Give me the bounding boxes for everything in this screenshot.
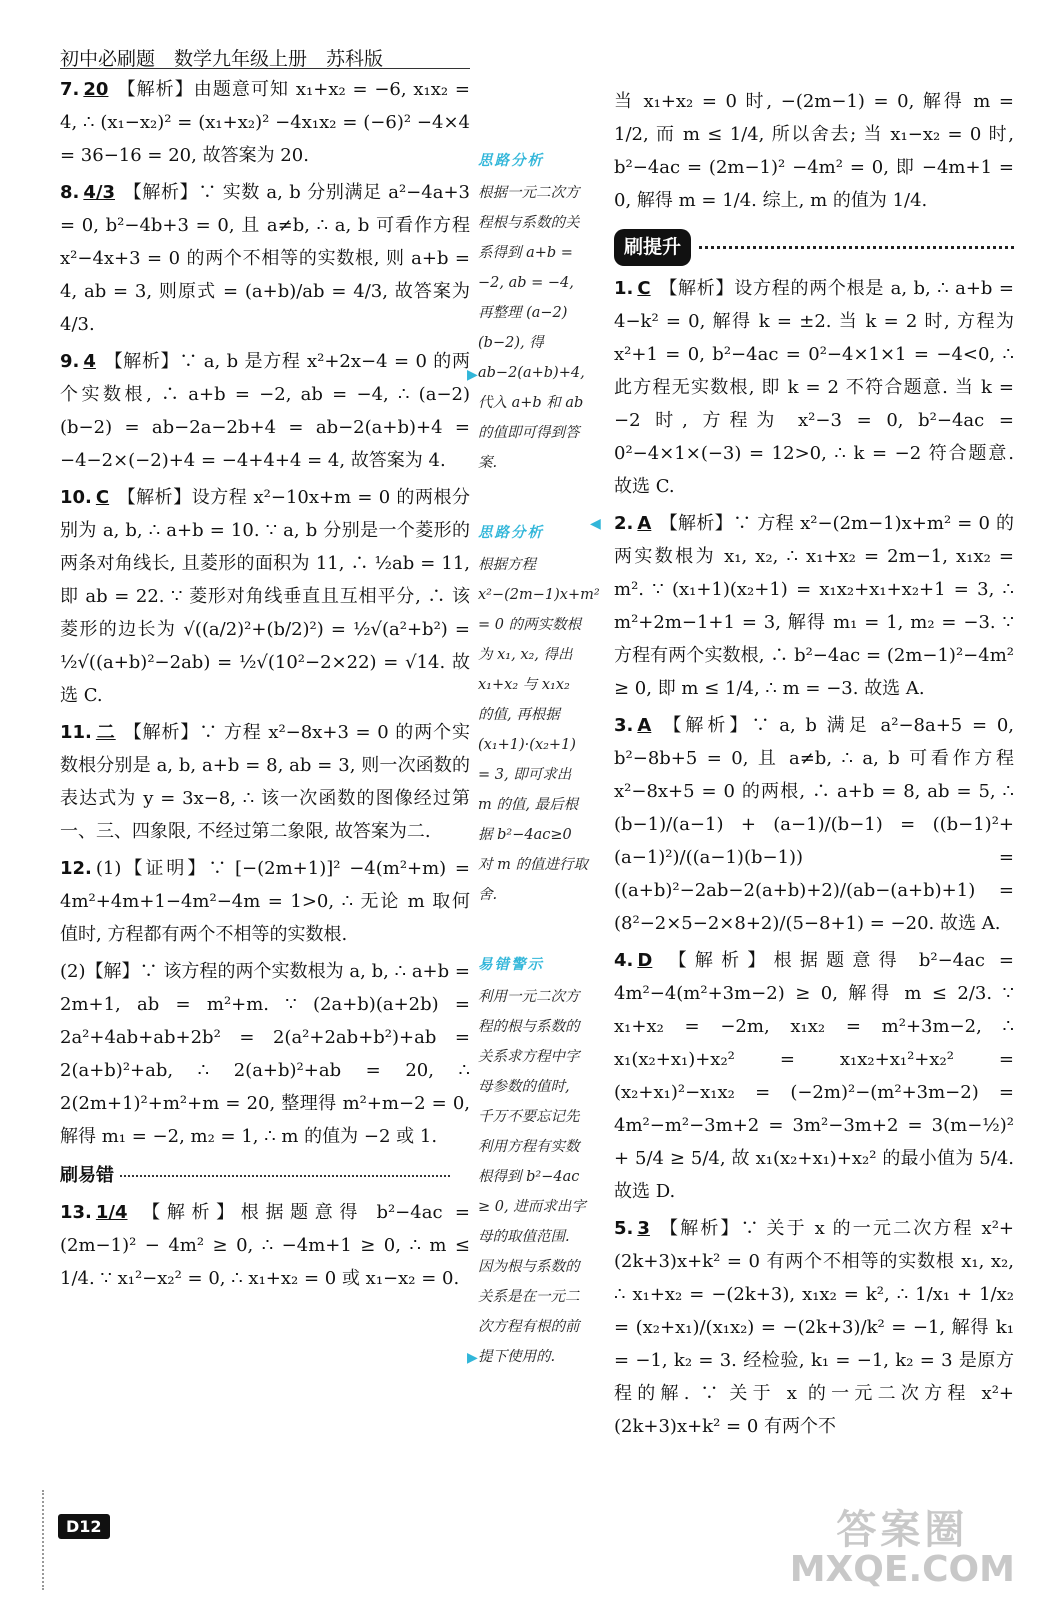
header-rule: [60, 68, 470, 69]
solution-text: 【解析】∵ a, b 是方程 x²+2x−4 = 0 的两个实数根, ∴ a+b = −2, ab = −4, ∴ (a−2)(b−2) = ab−2a−2b+4 = ab−2(a+b)+4 = −4−2×(−2)+4 = −4+4+4 = 4, 故答案为 4.: [60, 351, 470, 471]
section-dotted-line: [699, 246, 1014, 249]
watermark-url: MXQE.COM: [789, 1549, 1015, 1590]
question-number: 2.: [614, 513, 634, 534]
section-easy-error: [60, 1159, 470, 1192]
solution-text: 【解析】∵ a, b 满足 a²−8a+5 = 0, b²−8b+5 = 0, 且 a≠b, ∴ a, b 可看作方程 x²−8x+5 = 0 的两根, ∴ a+b = 8, ab = 5, ∴ (b−1)/(a−1) + (a−1)/(b−1) = ((b−1)²+(a−1)²)/((a−1)(b−1)) = ((a+b)²−2ab−2(a+b)+2)/(ab−(a+b)+1) = (8²−2×5−2×8+2)/(5−8+1) = −20. 故选 A.: [614, 715, 1014, 934]
page-number: D12: [58, 1514, 110, 1539]
answer: D: [637, 950, 653, 971]
answer: 4/3: [83, 182, 115, 203]
page-header: 初中必刷题 数学九年级上册 苏科版: [60, 48, 384, 70]
side-note-thinking-1: [478, 146, 588, 478]
question-12-part1: [60, 852, 470, 951]
question-number: 8.: [60, 182, 80, 203]
solution-text: 【解析】∵ 实数 a, b 分别满足 a²−4a+3 = 0, b²−4b+3 = 0, 且 a≠b, ∴ a, b 可看作方程 x²−4x+3 = 0 的两个不相等的实数根, 则 a+b = 4, ab = 3, 则原式 = (a+b)/ab = 4/3, 故答案为 4/3.: [60, 182, 470, 335]
solution-text: (1)【证明】∵ [−(2m+1)]² −4(m²+m) = 4m²+4m+1−4m²−4m = 1>0, ∴ 无论 m 取何值时, 方程都有两个不相等的实数根.: [60, 858, 470, 945]
question-number: 5.: [614, 1218, 634, 1239]
improve-question-4: [614, 944, 1014, 1208]
question-number: 13.: [60, 1202, 92, 1223]
question-number: 12.: [60, 858, 92, 879]
question-number: 3.: [614, 715, 634, 736]
improve-question-3: [614, 709, 1014, 940]
section-improve: [614, 229, 1014, 266]
question-13-continued: 当 x₁+x₂ = 0 时, −(2m−1) = 0, 解得 m = 1/2, 而 m ≤ 1/4, 所以舍去; 当 x₁−x₂ = 0 时, b²−4ac = (2m−1)² −4m² = 0, 即 −4m+1 = 0, 解得 m = 1/4. 综上, m 的值为 1/4.: [614, 91, 1014, 211]
side-note-warning: [478, 950, 588, 1372]
answer: C: [637, 278, 651, 299]
answer: 1/4: [95, 1202, 128, 1223]
solution-text: (2)【解】∵ 该方程的两个实数根为 a, b, ∴ a+b = 2m+1, ab = m²+m. ∵ (2a+b)(a+2b) = 2a²+4ab+ab+2b² = 2(a²+2ab+b²)+ab = 2(a+b)²+ab, ∴ 2(a+b)²+ab = 20, ∴ 2(2m+1)²+m²+m = 20, 整理得 m²+m−2 = 0, 解得 m₁ = −2, m₂ = 1, ∴ m 的值为 −2 或 1.: [60, 961, 470, 1147]
side-note-title: 思路分析: [478, 152, 544, 169]
answer: A: [637, 513, 652, 534]
side-note-text: 根据方程 x²−(2m−1)x+m² = 0 的两实数根为 x₁, x₂, 得出 x₁+x₂ 与 x₁x₂ 的值, 再根据 (x₁+1)·(x₂+1) = 3, 即可求出 m 的值, 最后根据 b²−4ac≥0 对 m 的值进行取舍.: [478, 557, 600, 903]
solution-text: 【解析】∵ 关于 x 的一元二次方程 x²+(2k+3)x+k² = 0 有两个不相等的实数根 x₁, x₂, ∴ x₁+x₂ = −(2k+3), x₁x₂ = k², ∴ 1/x₁ + 1/x₂ = (x₂+x₁)/(x₁x₂) = −(2k+3)/k² = −1, 解得 k₁ = −1, k₂ = 3. 经检验, k₁ = −1, k₂ = 3 是原方程的解. ∵ 关于 x 的一元二次方程 x²+(2k+3)x+k² = 0 有两个不: [614, 1218, 1014, 1437]
solution-text: 【解析】根据题意得 b²−4ac = 4m²−4(m²+3m−2) ≥ 0, 解得 m ≤ 2/3. ∵ x₁+x₂ = −2m, x₁x₂ = m²+3m−2, ∴ x₁(x₂+x₁)+x₂² = x₁x₂+x₁²+x₂² = (x₂+x₁)²−x₁x₂ = (−2m)²−(m²+3m−2) = 4m²−m²−3m+2 = 3m²−3m+2 = 3(m−½)² + 5/4 ≥ 5/4, 故 x₁(x₂+x₁)+x₂² 的最小值为 5/4. 故选 D.: [614, 950, 1014, 1202]
answer: 4: [83, 351, 96, 372]
watermark: [789, 1507, 1015, 1590]
solution-text: 【解析】设方程的两个根是 a, b, ∴ a+b = 4−k² = 0, 解得 k = ±2. 当 k = 2 时, 方程为 x²+1 = 0, b²−4ac = 0²−4×1×1 = −4<0, ∴ 此方程无实数根, 即 k = 2 不符合题意. 当 k = −2 时, 方程为 x²−3 = 0, b²−4ac = 0²−4×1×(−3) = 12>0, ∴ k = −2 符合题意. 故选 C.: [614, 278, 1014, 497]
right-column: [614, 85, 1014, 1447]
question-13: [60, 1196, 470, 1295]
section-badge: 刷提升: [614, 229, 691, 266]
solution-text: 【解析】由题意可知 x₁+x₂ = −6, x₁x₂ = 4, ∴ (x₁−x₂)² = (x₁+x₂)² −4x₁x₂ = (−6)² −4×4 = 36−16 = 20, 故答案为 20.: [60, 79, 470, 166]
question-number: 10.: [60, 487, 92, 508]
question-number: 7.: [60, 79, 80, 100]
section-title: 刷易错: [60, 1165, 114, 1186]
question-number: 11.: [60, 722, 92, 743]
answer: A: [637, 715, 652, 736]
margin-dotted-line: [42, 1490, 44, 1590]
pointer-arrow-icon: ◀: [590, 516, 601, 532]
solution-text: 【解析】设方程 x²−10x+m = 0 的两根分别为 a, b, ∴ a+b = 10. ∵ a, b 分别是一个菱形的两条对角线长, 且菱形的面积为 11, ∴ ½ab = 11, 即 ab = 22. ∵ 菱形对角线垂直且互相平分, ∴ 该菱形的边长为 √((a/2)²+(b/2)²) = ½√(a²+b²) = ½√((a+b)²−2ab) = ½√(10²−2×22) = √14. 故选 C.: [60, 487, 470, 706]
pointer-arrow-icon: ▶: [467, 367, 478, 383]
improve-question-1: [614, 272, 1014, 503]
improve-question-2: [614, 507, 1014, 705]
left-column: [60, 73, 470, 1299]
question-number: 1.: [614, 278, 634, 299]
question-number: 9.: [60, 351, 80, 372]
side-notes-column: [478, 146, 600, 1412]
question-7: [60, 73, 470, 172]
question-8: [60, 176, 470, 341]
solution-text: 【解析】∵ 方程 x²−8x+3 = 0 的两个实数根分别是 a, b, a+b = 8, ab = 3, 则一次函数的表达式为 y = 3x−8, ∴ 该一次函数的图像经过第一、三、四象限, 不经过第二象限, 故答案为二.: [60, 722, 470, 842]
answer: 3: [637, 1218, 650, 1239]
side-note-title: 易错警示: [478, 956, 544, 973]
question-number: 4.: [614, 950, 634, 971]
watermark-logo-text: 答案圈: [836, 1507, 969, 1553]
solution-text: 【解析】∵ 方程 x²−(2m−1)x+m² = 0 的两实数根为 x₁, x₂, ∴ x₁+x₂ = 2m−1, x₁x₂ = m². ∵ (x₁+1)(x₂+1) = x₁x₂+x₁+x₂+1 = 3, ∴ m²+2m−1+1 = 3, 解得 m₁ = 1, m₂ = −3. ∵ 方程有两个实数根, ∴ b²−4ac = (2m−1)²−4m² ≥ 0, 即 m ≤ 1/4, ∴ m = −3. 故选 A.: [614, 513, 1014, 699]
side-note-title: 思路分析: [478, 524, 544, 541]
side-note-thinking-2: [478, 518, 600, 910]
side-note-text: 根据一元二次方程根与系数的关系得到 a+b = −2, ab = −4, 再整理 (a−2)(b−2), 得 ab−2(a+b)+4, 代入 a+b 和 ab 的值即可得到答案.: [478, 185, 585, 471]
side-note-text: 利用一元二次方程的根与系数的关系求方程中字母参数的值时, 千万不要忘记先利用方程有实数根得到 b²−4ac ≥ 0, 进而求出字母的取值范围. 因为根与系数的关系是在一元二次方程有根的前提下使用的.: [478, 989, 586, 1365]
question-9: [60, 345, 470, 477]
answer: C: [95, 487, 110, 508]
improve-question-5: [614, 1212, 1014, 1443]
answer: 20: [83, 79, 109, 100]
question-10: [60, 481, 470, 712]
solution-text: 【解析】根据题意得 b²−4ac = (2m−1)² − 4m² ≥ 0, ∴ −4m+1 ≥ 0, ∴ m ≤ 1/4. ∵ x₁²−x₂² = 0, ∴ x₁+x₂ = 0 或 x₁−x₂ = 0.: [60, 1202, 470, 1289]
question-12-part2: [60, 955, 470, 1153]
pointer-arrow-icon: ▶: [467, 1350, 478, 1366]
section-dotted-line: [120, 1175, 450, 1177]
question-11: [60, 716, 470, 848]
answer: 二: [95, 722, 116, 743]
